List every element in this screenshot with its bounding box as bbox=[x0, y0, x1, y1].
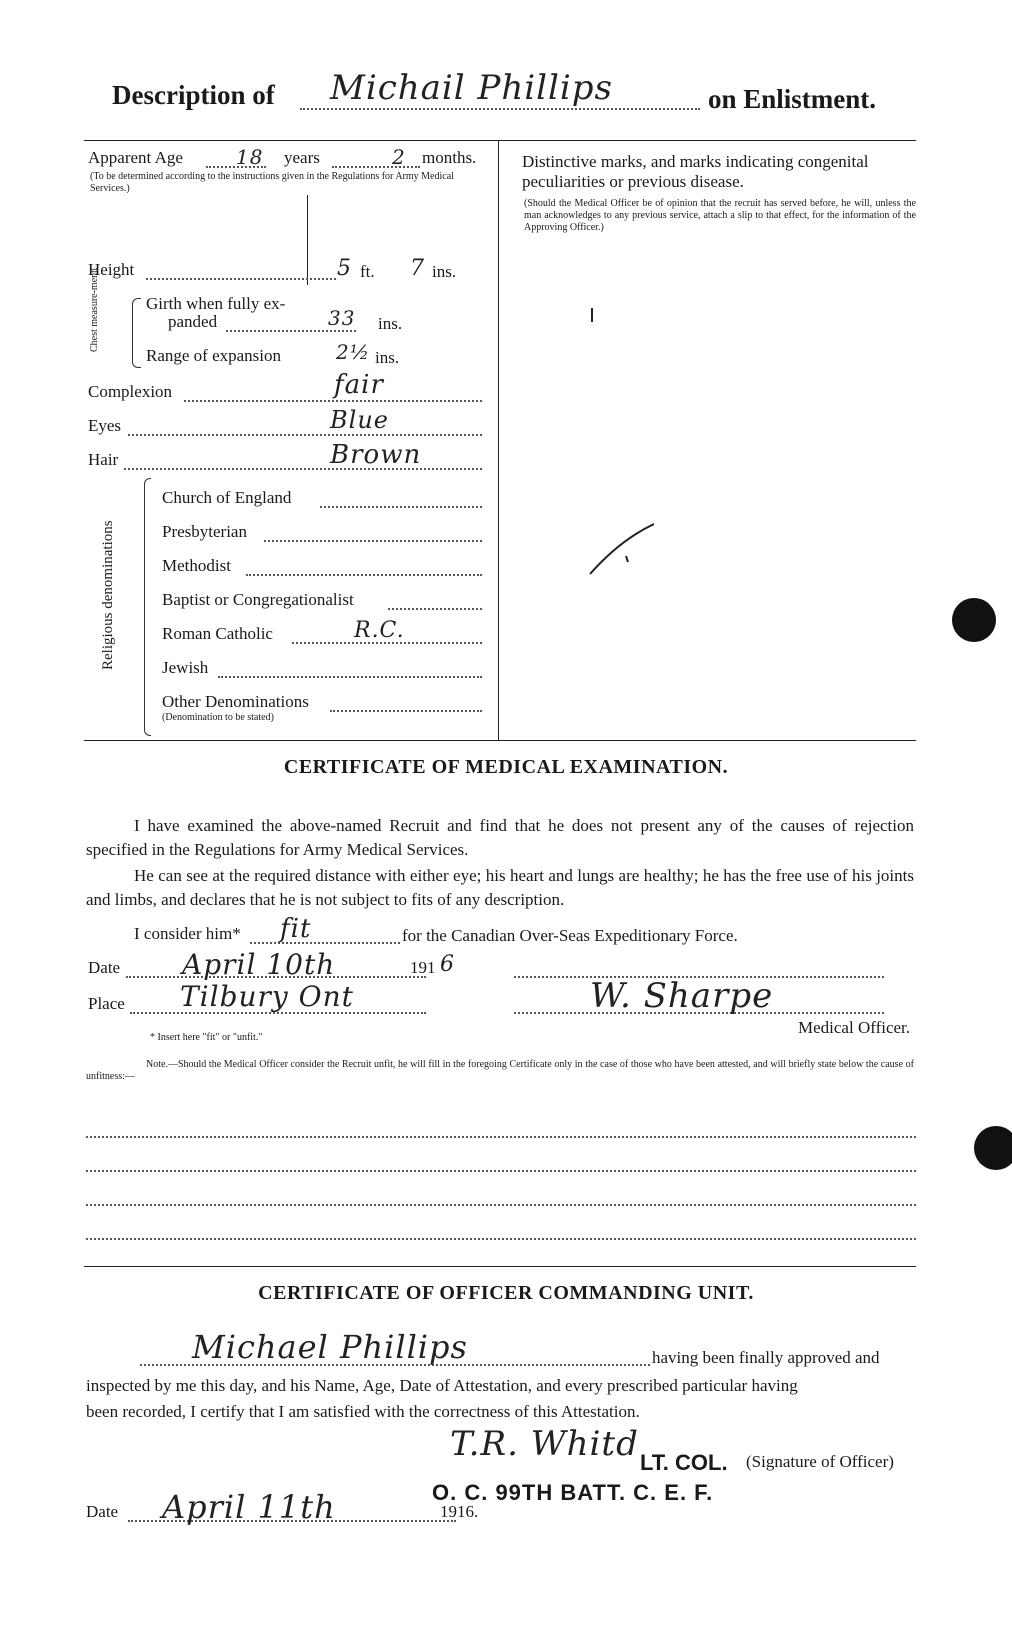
age-years: 18 bbox=[236, 145, 264, 169]
unfit-line-2 bbox=[86, 1170, 916, 1172]
commanding-text-3: been recorded, I certify that I am satisfied with the correctness of this Attestation. bbox=[86, 1402, 640, 1421]
age-months-line bbox=[332, 166, 420, 168]
place-value: Tilbury Ont bbox=[180, 980, 354, 1013]
medical-para-1: I have examined the above-named Recruit and find that he does not present any of the causes of rejection specified in the Regulations for Army Medical Services. bbox=[86, 816, 914, 859]
marks-heading-2: peculiarities or previous disease. bbox=[522, 172, 744, 191]
commanding-text-2: inspected by me this day, and his Name, Age, Date of Attestation, and every prescribed particular having bbox=[86, 1376, 798, 1395]
age-divider bbox=[307, 195, 308, 285]
unfit-line-4 bbox=[86, 1238, 916, 1240]
complexion-line bbox=[184, 400, 482, 402]
complexion-value: fair bbox=[334, 370, 384, 400]
medical-title: CERTIFICATE OF MEDICAL EXAMINATION. bbox=[283, 756, 729, 778]
officer-signature: T.R. Whitd bbox=[450, 1424, 639, 1464]
religion-other: Other Denominations bbox=[162, 692, 309, 711]
religion-line-2 bbox=[264, 540, 482, 542]
column-divider bbox=[498, 140, 499, 740]
commanding-rule bbox=[84, 1266, 916, 1267]
girth-line bbox=[226, 330, 356, 332]
recruit-name: Michail Phillips bbox=[330, 68, 613, 108]
religion-line-3 bbox=[246, 574, 482, 576]
height-ins-label: ins. bbox=[432, 262, 457, 281]
religion-brace bbox=[144, 478, 151, 736]
age-note: (To be determined according to the instructions given in the Regulations for Army Medical Services.) bbox=[90, 171, 454, 194]
commanding-date-value: April 11th bbox=[162, 1488, 336, 1526]
commanding-date-label: Date bbox=[86, 1502, 119, 1521]
months-label: months. bbox=[422, 148, 477, 167]
unit-stamp: O. C. 99TH BATT. C. E. F. bbox=[432, 1480, 714, 1505]
age-months: 2 bbox=[392, 145, 406, 169]
marks-pen-strokes bbox=[580, 300, 670, 590]
girth-ins-label: ins. bbox=[378, 314, 403, 333]
medical-officer-signature: W. Sharpe bbox=[590, 976, 774, 1016]
religion-roman-catholic: Roman Catholic bbox=[162, 624, 273, 643]
eyes-value: Blue bbox=[330, 406, 389, 434]
height-line bbox=[146, 278, 336, 280]
religion-group-label: Religious denominations bbox=[100, 520, 116, 670]
medical-date-value: April 10th bbox=[182, 948, 336, 981]
religion-methodist: Methodist bbox=[162, 556, 231, 575]
commanding-title: CERTIFICATE OF OFFICER COMMANDING UNIT. bbox=[258, 1282, 754, 1304]
header-name-line bbox=[300, 108, 700, 110]
insert-note: * Insert here "fit" or "unfit." bbox=[150, 1032, 263, 1043]
ink-blot bbox=[952, 598, 996, 642]
medical-note: Note.—Should the Medical Officer consider the Recruit unfit, he will fill in the foregoing Certificate only in the case of those who have been attested, and will briefly state below the cause of unfitness:— bbox=[86, 1059, 914, 1082]
ink-blot bbox=[974, 1126, 1012, 1170]
medical-year-hand: 6 bbox=[440, 952, 455, 977]
hair-line bbox=[124, 468, 482, 470]
girth-value: 33 bbox=[328, 306, 356, 330]
hair-label: Hair bbox=[88, 450, 119, 469]
religion-jewish: Jewish bbox=[162, 658, 209, 677]
chest-label: Chest measure-ment. bbox=[89, 267, 100, 352]
hair-value: Brown bbox=[330, 440, 422, 470]
religion-church-of-england: Church of England bbox=[162, 488, 292, 507]
height-in: 7 bbox=[410, 256, 425, 281]
complexion-label: Complexion bbox=[88, 382, 173, 401]
girth-label-2: panded bbox=[168, 312, 218, 331]
commanding-year: 1916. bbox=[440, 1502, 479, 1521]
age-label: Apparent Age bbox=[88, 148, 183, 167]
girth-label-1: Girth when fully ex- bbox=[146, 294, 286, 313]
range-ins-label: ins. bbox=[375, 348, 400, 367]
header-suffix: on Enlistment. bbox=[708, 84, 877, 114]
commanding-name-value: Michael Phillips bbox=[192, 1328, 468, 1366]
religion-other-note: (Denomination to be stated) bbox=[162, 712, 274, 723]
range-value: 2½ bbox=[336, 340, 371, 364]
religion-line-1 bbox=[320, 506, 482, 508]
years-label: years bbox=[284, 148, 320, 167]
consider-line bbox=[250, 942, 400, 944]
marks-heading-1: Distinctive marks, and marks indicating congenital bbox=[522, 152, 869, 171]
header-prefix: Description of bbox=[112, 80, 275, 110]
religion-line-6 bbox=[218, 676, 482, 678]
medical-year-printed: 191 bbox=[410, 958, 436, 977]
religion-line-7 bbox=[330, 710, 482, 712]
religion-line-4 bbox=[388, 608, 482, 610]
unfit-line-3 bbox=[86, 1204, 916, 1206]
height-ft: 5 bbox=[337, 256, 352, 281]
force-label: for the Canadian Over-Seas Expeditionary Force. bbox=[402, 926, 738, 945]
religion-presbyterian: Presbyterian bbox=[162, 522, 247, 541]
top-rule bbox=[84, 140, 916, 141]
ft-label: ft. bbox=[360, 262, 375, 281]
religion-roman-catholic-value: R.C. bbox=[354, 618, 405, 643]
range-label: Range of expansion bbox=[146, 346, 282, 365]
place-label: Place bbox=[88, 994, 125, 1013]
religion-baptist: Baptist or Congregationalist bbox=[162, 590, 354, 609]
consider-label: I consider him* bbox=[134, 924, 241, 943]
section-rule bbox=[84, 740, 916, 741]
eyes-line bbox=[128, 434, 482, 436]
unfit-line-1 bbox=[86, 1136, 916, 1138]
medical-date-label: Date bbox=[88, 958, 121, 977]
consider-value: fit bbox=[280, 914, 312, 944]
eyes-label: Eyes bbox=[88, 416, 122, 435]
officer-signature-label: (Signature of Officer) bbox=[746, 1452, 894, 1471]
medical-para-2: He can see at the required distance with either eye; his heart and lungs are healthy; he has the free use of his joints and limbs, and declares that he is not subject to fits of any description. bbox=[86, 866, 914, 909]
height-label: Height bbox=[88, 260, 135, 279]
rank-stamp: LT. COL. bbox=[640, 1450, 728, 1475]
commanding-text-1: having been finally approved and bbox=[652, 1348, 880, 1367]
marks-note: (Should the Medical Officer be of opinion that the recruit has served before, he will, unless the man acknowledges to any previous service, attach a slip to that effect, for the information of the Approving Officer.) bbox=[524, 198, 916, 233]
medical-officer-label: Medical Officer. bbox=[798, 1018, 911, 1037]
chest-brace bbox=[132, 298, 141, 368]
